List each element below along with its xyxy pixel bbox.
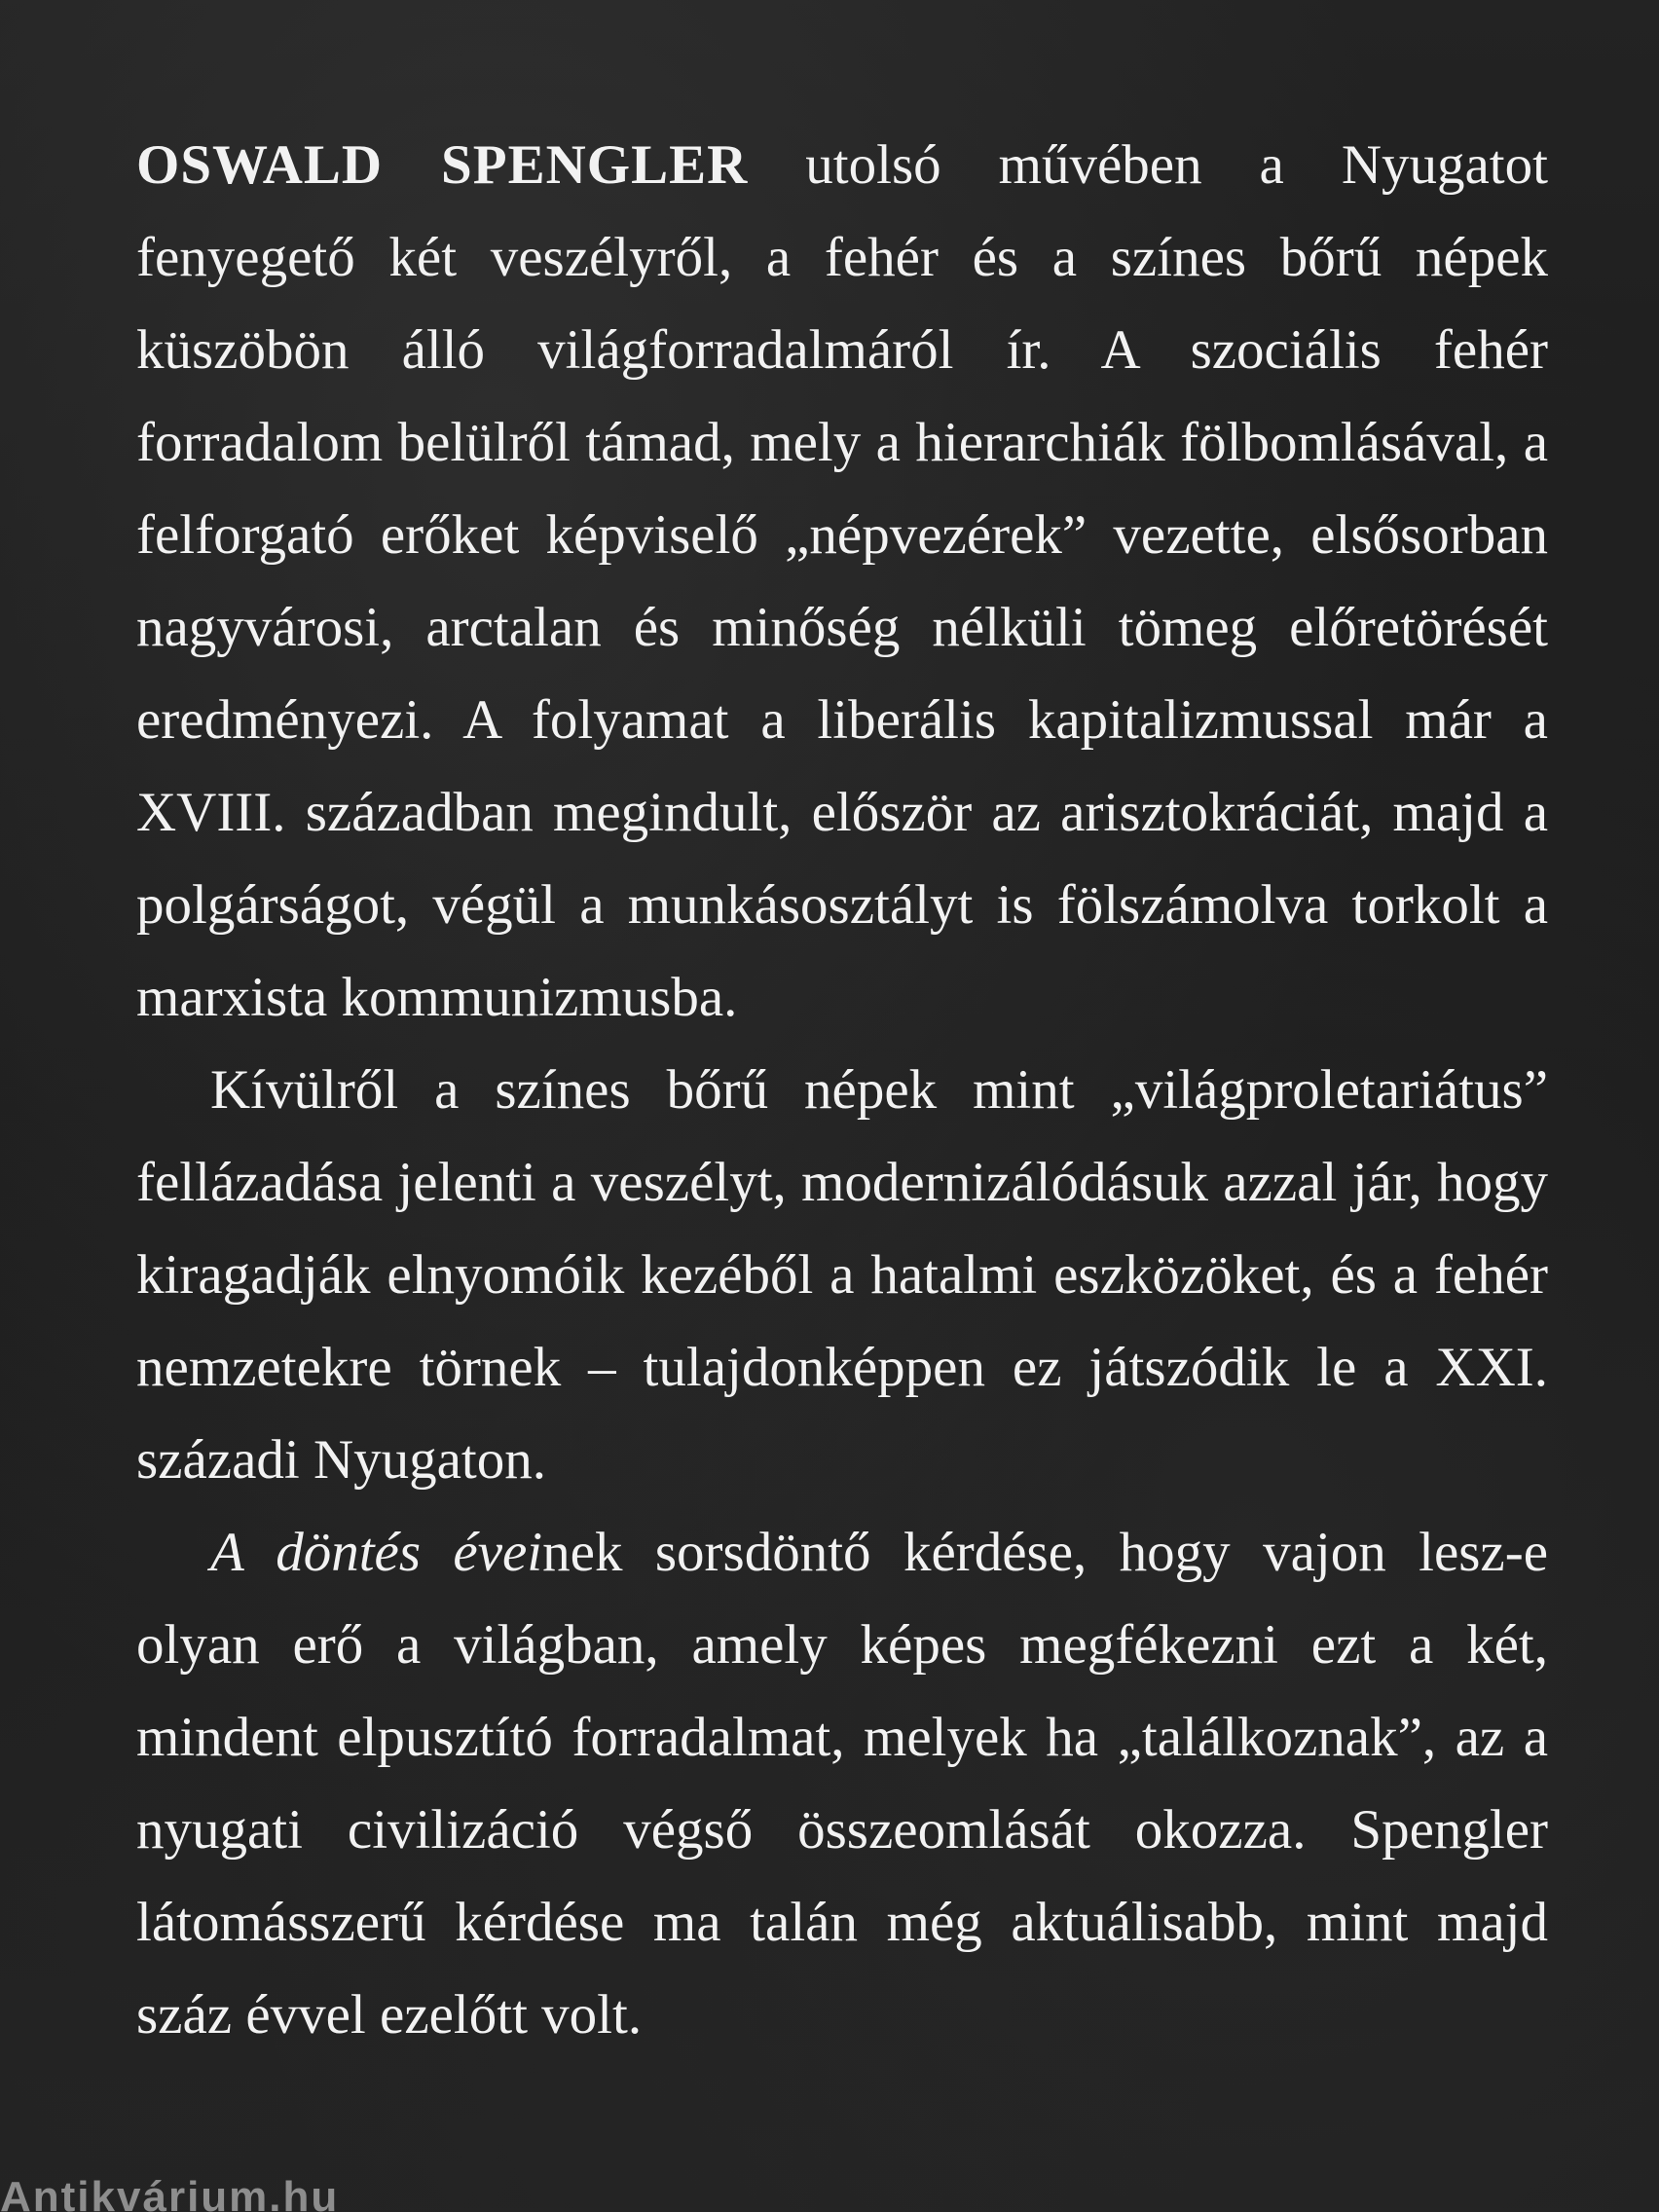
- paragraph-3: [136, 1506, 1548, 2061]
- paragraph-2-text: Kívülről a színes bőrű népek mint „világproletariátus” fellázadása jelenti a veszélyt, modernizálódásuk azzal jár, hogy kiragadják elnyomóik kezéből a hatalmi eszközöket, és a fehér nemzetekre törnek – tulajdonképpen ez játszódik le a XXI. századi Nyugaton.: [136, 1059, 1548, 1491]
- paragraph-1: [136, 119, 1548, 1044]
- paragraph-3-text: nek sorsdöntő kérdése, hogy vajon lesz-e olyan erő a világban, amely képes megfékezni ezt a két, mindent elpusztító forradalmat, melyek ha „találkoznak”, az a nyugati civilizáció végső összeomlását okozza. Spengler látomásszerű kérdése ma talán még aktuálisabb, mint majd száz évvel ezelőtt volt.: [136, 1522, 1549, 2046]
- author-name: OSWALD SPENGLER: [136, 134, 749, 196]
- watermark: Antikvárium.hu: [0, 2173, 340, 2212]
- paragraph-2: [136, 1044, 1548, 1506]
- paragraph-1-text: utolsó művében a Nyugatot fenyegető két veszélyről, a fehér és a színes bőrű népek küszöbön álló világforradalmáról ír. A szociális fehér forradalom belülről támad, mely a hierarchiák fölbomlásával, a felforgató erőket képviselő „népvezérek” vezette, elsősorban nagyvárosi, arctalan és minőség nélküli tömeg előretörését eredményezi. A folyamat a liberális kapitalizmussal már a XVIII. században megindult, először az arisztokráciát, majd a polgárságot, végül a munkásosztályt is fölszámolva torkolt a marxista kommunizmusba.: [136, 134, 1548, 1028]
- blurb-text: [136, 119, 1548, 2061]
- book-title-italic: A döntés évei: [210, 1522, 543, 1583]
